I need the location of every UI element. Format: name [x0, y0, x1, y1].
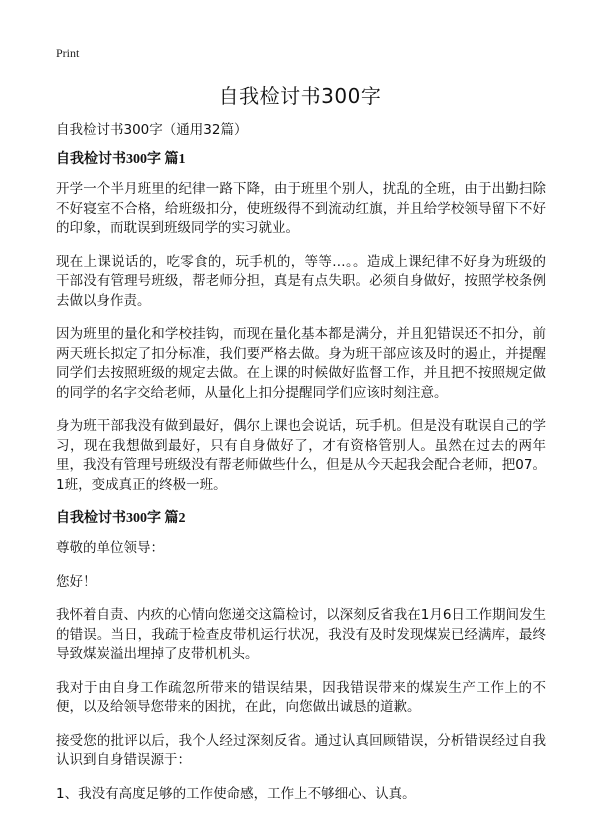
document-body [56, 120, 546, 818]
paragraph: 接受您的批评以后，我个人经过深刻反省。通过认真回顾错误，分析错误经过自我认识到自身错误源于： [56, 732, 546, 768]
list-item: 1、我没有高度足够的工作使命感，工作上不够细心、认真。 [56, 785, 416, 802]
section-1 [56, 150, 546, 495]
section-2 [56, 509, 546, 804]
paragraph: 现在上课说话的，吃零食的，玩手机的，等等…。。造成上课纪律不好身为班级的干部没有管理号班级，帮老师分担，真是有点失职。必须自身做好，按照学校条例去做以身作责。 [56, 253, 546, 309]
greeting: 您好！ [56, 573, 97, 590]
paragraph: 我对于由自身工作疏忽所带来的错误结果，因我错误带来的煤炭生产工作上的不便，以及给领导您带来的困扰，在此，向您做出诚恳的道歉。 [56, 679, 546, 715]
paragraph: 开学一个半月班里的纪律一路下降，由于班里个别人，扰乱的全班，由于出勤扫除不好寝室不合格，给班级扣分，使班级得不到流动红旗，并且给学校领导留下不好的印象，而耽误到班级同学的实习就业。 [56, 181, 546, 236]
section-heading: 自我检讨书300字 篇1 [56, 152, 186, 167]
paragraph: 身为班干部我没有做到最好，偶尔上课也会说话，玩手机。但是没有耽误自己的学习，现在我想做到最好，只有自身做好了，才有资格管别人。虽然在过去的两年里，我没有管理号班级没有帮老师做些什么，但是从今天起我会配合老师，把07。1班，变成真正的终极一班。 [56, 418, 546, 493]
document-subtitle: 自我检讨书300字（通用32篇） [56, 122, 248, 138]
paragraph: 我怀着自责、内疚的心情向您递交这篇检讨，以深刻反省我在1月6日工作期间发生的错误。当日，我疏于检查皮带机运行状况，我没有及时发现煤炭已经满库，最终导致煤炭溢出埋掉了皮带机机头。 [56, 607, 546, 662]
section-heading: 自我检讨书300字 篇2 [56, 511, 186, 526]
print-label[interactable]: Print [56, 46, 80, 60]
paragraph: 因为班里的量化和学校挂钩，而现在量化基本都是满分，并且犯错误还不扣分，前两天班长拟定了扣分标准，我们要严格去做。身为班干部应该及时的遏止，并提醒同学们去按照班级的规定去做。在上课的时候做好监督工作，并且把不按照规定做的同学的名字交给老师，从量化上扣分提醒同学们应该时刻注意。 [56, 326, 546, 401]
salutation: 尊敬的单位领导： [56, 540, 164, 556]
page-title: 自我检讨书300字 [218, 84, 382, 108]
